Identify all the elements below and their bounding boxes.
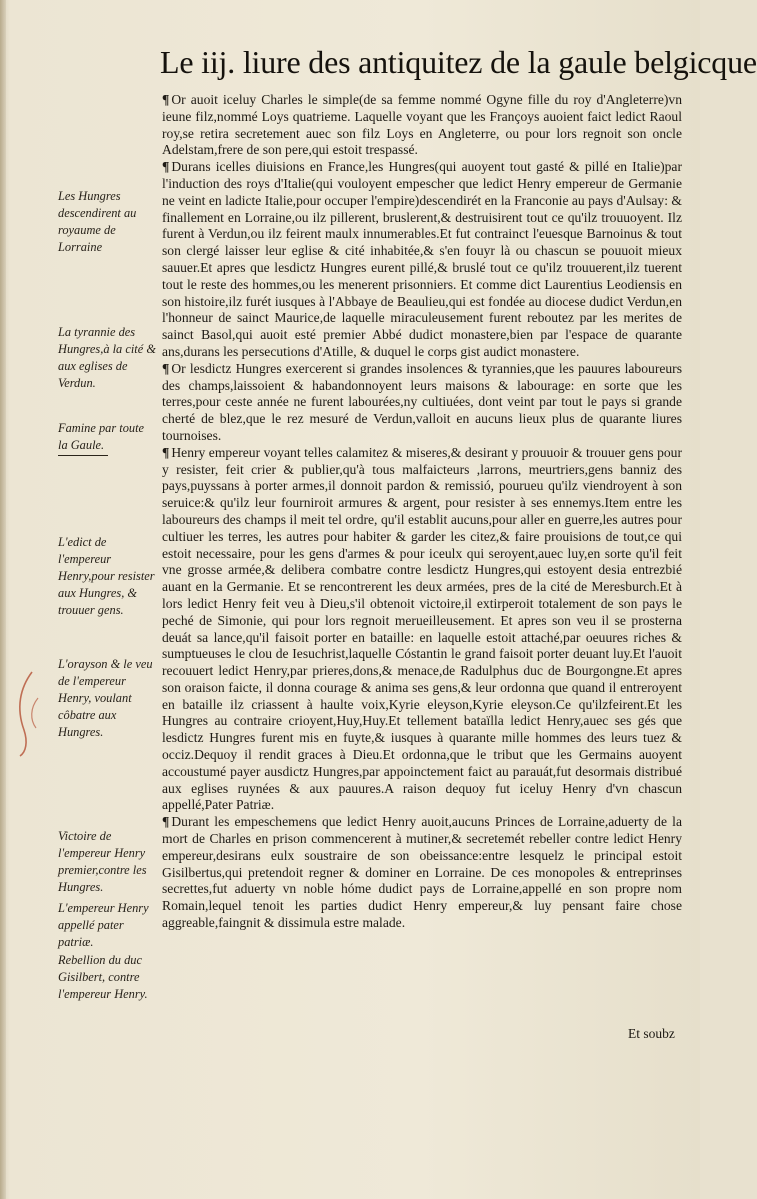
paragraph (162, 159, 682, 361)
paragraph-text: Or lesdictz Hungres exercerent si grandes insolences & tyrannies,que les pauures laboureurs des champs,laissoient & habandonnoyent leurs maisons & labourage: en sorte que les terres,pour ceste année ne furent labourées,ny cultiuées, dont veint par tout le pays si grande cherté de blez,que le rez mesuré de Verdun,valloit en aucuns lieux plus de quarante liures tournoises. (162, 360, 682, 443)
marginal-note: Rebellion du duc Gisilbert, contre l'empereur Henry. (58, 953, 148, 1001)
paragraph (162, 814, 682, 932)
catchword: Et soubz (628, 1026, 675, 1041)
pilcrow-icon: ¶ (162, 159, 170, 175)
marginal-note: L'edict de l'empereur Henry,pour resister aux Hungres, & trouuer gens. (58, 535, 155, 617)
main-text-column (162, 92, 682, 932)
pilcrow-icon: ¶ (162, 92, 170, 107)
paragraph-text: Or auoit iceluy Charles le simple(de sa femme nommé Ogyne fille du roy d'Angleterre)vn ieune filz,nommé Loys quatrieme. Laquelle voyant que les Françoys auoient faict ledict Raoul roy,se retira secretement auec son filz Loys en Angleterre, ou pour lors regnoit son oncle Adelstam,frere de son pere,qui estoit trespassé. (162, 92, 682, 158)
handwritten-bracket-mark (6, 668, 46, 758)
marginal-note: Les Hungres descendirent au royaume de Lorraine (58, 189, 137, 254)
pilcrow-icon: ¶ (162, 814, 170, 830)
pilcrow-icon: ¶ (162, 444, 170, 460)
marginal-note: L'empereur Henry appellé pater patriæ. (58, 901, 149, 949)
marginal-note: La tyrannie des Hungres,à la cité & aux eglises de Verdun. (58, 325, 156, 390)
paragraph-text: Henry empereur voyant telles calamitez & miseres,& desirant y prouuoir & trouuer gens pour y resister, feit crier & publier,qu'à tous malfaicteurs ,larrons, meurtriers,gens banniz des pays,puyssans à porter armes,il donnoit pardon & remissió, pourueu qu'ilz viendroyent à son seruice:& qu'ilz leur fourniroit armures & argent, pour resister à ses ennemys.Item entre les laboureurs des champs il meit tel ordre, qu'il establit aucuns,pour aller en guerre,les autres pour cultiuer les terres, les autres pour habiter & garder les citez,& faire prouisions de tout,ce qui estoit necessaire, pour les gens d'armes & pour iceulx qui seroyent,auec luy,en sorte qu'il feit vne grosse armée,& delibera combatre contre lesdictz Hungres,qui estoyent desia entrezbié auant en la Germanie. Et se rencontrerent les deux armées, pres de la cité de Meresburch.Et à lors ledict Henry feit veu à Dieu,s'il obtenoit victoire,il extirperoit totalement de son pays le peché de Simonie, qui pour lors regnoit merueilleusement. Et apres son veu il se prosterna deuát sa lance,qu'il faisoit porter en bataille: en laquelle estoit attaché,par oeuures riches & sumptueuses le clou de Iesuchrist,laquelle Cóstantin le grand faisoit porter deuant luy.Et l'auoit recouuert ledict Henry,par prieres,dons,& menace,de Radulphus duc de Bourgongne.Et apres son oraison faicte, il donna courage & anima ses gens,& leur ordonna que quand il entreroyent en bataille ilz criassent à haulte voix,Kyrie eleyson,Kyrie eleyson.Ce qu'ilzfeirent.Et les Hungres au contraire crioyent,Huy,Huy.Et tellement bataïlla ledict Henry,auec ses gés que lesdictz Hungres furent mis en fuyte,& iusques à quarante mille hommes des leurs tuez & occiz.Dequoy il rendit graces à Dieu.Et ordonna,que le tribut que les Germains auoyent accoustumé payer ausdictz Hungres,par appoinctement faict au parauát,fut desormais distribué aux eglises ruynées & aux pauures.A raison dequoy fut iceluy Henry d'vn chascun appellé,Pater Patriæ. (162, 444, 682, 813)
running-header: Le iij. liure des antiquitez de la gaule belgicque (160, 44, 757, 80)
paragraph-text: Durans icelles diuisions en France,les Hungres(qui auoyent tout gasté & pillé en Italie)par l'induction des roys d'Italie(qui vouloyent empescher que ledict Henry empereur de Germanie ne veint en ladicte Italie,pour occuper l'empire)descendirét en la Franconie au pays d'Aulsay: & finallement en Lorraine,ou ilz pillerent, bruslerent,& destruisirent tout ce qu'ilz trouuoyent. Ilz furent à Verdun,ou ilz feirent maulx innumerables.Et fut contrainct l'euesque Barnoinus & tout son clergé laisser leur eglise & cité inhabitée,& s'en fouyr là ou chascun se pouuoit mieux sauuer.Et apres que lesdictz Hungres eurent pillé,& bruslé tout ce qu'ilz trouuerent,ilz tuerent tout le reste des hommes,ou les menerent prisonniers. Et comme dict Laurentius Leodiensis en son histoire,ilz furét iusques à l'Abbaye de Beaulieu,qui est fondée au diocese dudict Verdun,en l'honneur de sainct Maurice,de laquelle miraculeusement furent reboutez par les merites de sainct Basol,qui auoit esté premier Abbé dudict monastere,bien par l'espace de quarante ans,durans les persecutions d'Atille, & duquel le corps gist audict monastere. (162, 159, 682, 359)
paragraph (162, 445, 682, 815)
paragraph (162, 361, 682, 445)
page-gutter-shadow (0, 0, 6, 1199)
underline-mark (58, 454, 108, 457)
paragraph-text: Durant les empeschemens que ledict Henry auoit,aucuns Princes de Lorraine,aduerty de la mort de Charles en prison commencerent à mutiner,& secretemét rebeller contre ledict Henry empereur,desirans eulx soustraire de son obeissance:entre lesquelz le principal estoit Gisilbertus,qui pretendoit regner & dominer en Lorraine. De ces monopoles & entreprinses secrettes,fut aduerty vn noble hóme dudict pays de Lorraine,appellé en son propre nom Romain,lequel tenoit les parties dudict Henry empereur,& luy pensant faire chose aggreable,faingnit & dissimula estre malade. (162, 814, 682, 931)
marginal-note: L'orayson & le veu de l'empereur Henry, voulant côbatre aux Hungres. (58, 657, 153, 739)
paragraph (162, 92, 682, 159)
marginal-note: Famine par toute la Gaule. (58, 421, 145, 452)
marginal-note: Victoire de l'empereur Henry premier,contre les Hungres. (58, 829, 147, 894)
pilcrow-icon: ¶ (162, 360, 170, 376)
